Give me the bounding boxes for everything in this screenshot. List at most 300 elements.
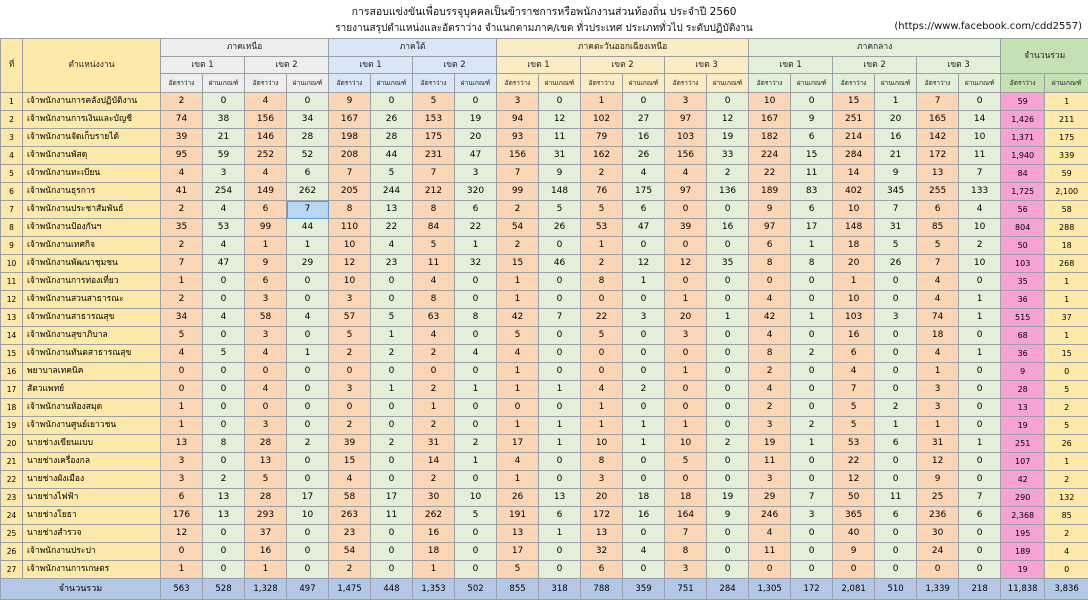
vacant-cell: 198 — [329, 129, 371, 147]
passed-cell: 6 — [875, 435, 917, 453]
vacant-cell: 0 — [917, 561, 959, 579]
vacant-cell: 12 — [833, 471, 875, 489]
vacant-cell: 11 — [413, 255, 455, 273]
passed-cell: 1 — [623, 417, 665, 435]
passed-cell: 0 — [371, 471, 413, 489]
passed-cell: 16 — [623, 129, 665, 147]
table-row — [1, 309, 1088, 327]
total-passed-cell: 288 — [1045, 219, 1088, 237]
passed-cell: 7 — [875, 201, 917, 219]
total-passed-cell: 15 — [1045, 345, 1088, 363]
passed-cell: 4 — [287, 309, 329, 327]
vacant-cell: 5 — [917, 237, 959, 255]
total-passed-cell: 132 — [1045, 489, 1088, 507]
row-position-name: เจ้าพนักงานประชาสัมพันธ์ — [23, 201, 161, 219]
passed-cell: 9 — [875, 165, 917, 183]
vacant-cell: 191 — [497, 507, 539, 525]
vacant-cell: 99 — [245, 219, 287, 237]
passed-cell: 26 — [623, 147, 665, 165]
passed-cell: 1 — [539, 417, 581, 435]
vacant-cell: 3 — [749, 471, 791, 489]
vacant-cell: 9 — [245, 255, 287, 273]
header-passed: ผ่านเกณฑ์ — [1045, 74, 1088, 93]
vacant-cell: 0 — [161, 381, 203, 399]
passed-cell: 1 — [539, 525, 581, 543]
vacant-cell: 11 — [749, 453, 791, 471]
passed-cell: 0 — [791, 291, 833, 309]
total-vacant-cell: 1,426 — [1001, 111, 1045, 129]
passed-cell: 2 — [371, 435, 413, 453]
header-passed: ผ่านเกณฑ์ — [287, 74, 329, 93]
table-row — [1, 561, 1088, 579]
passed-cell: 33 — [707, 147, 749, 165]
total-cell: 751 — [665, 579, 707, 600]
passed-cell: 175 — [623, 183, 665, 201]
passed-cell: 6 — [791, 129, 833, 147]
vacant-cell: 7 — [497, 165, 539, 183]
passed-cell: 18 — [623, 489, 665, 507]
passed-cell: 1 — [959, 435, 1001, 453]
vacant-cell: 9 — [833, 543, 875, 561]
row-position-name: เจ้าพนักงานทะเบียน — [23, 165, 161, 183]
total-cell: 563 — [161, 579, 203, 600]
row-position-name: นายช่างไฟฟ้า — [23, 489, 161, 507]
vacant-cell: 7 — [917, 93, 959, 111]
vacant-cell: 3 — [497, 93, 539, 111]
vacant-cell: 102 — [581, 111, 623, 129]
vacant-cell: 172 — [581, 507, 623, 525]
passed-cell: 0 — [539, 237, 581, 255]
passed-cell: 44 — [371, 147, 413, 165]
header-passed: ผ่านเกณฑ์ — [959, 74, 1001, 93]
table-row — [1, 291, 1088, 309]
vacant-cell: 10 — [833, 291, 875, 309]
total-cell: 318 — [539, 579, 581, 600]
row-position-name: เจ้าพนักงานพัสดุ — [23, 147, 161, 165]
passed-cell: 0 — [203, 525, 245, 543]
passed-cell: 0 — [455, 543, 497, 561]
row-position-name: เจ้าพนักงานประปา — [23, 543, 161, 561]
passed-cell: 254 — [203, 183, 245, 201]
passed-cell: 47 — [623, 219, 665, 237]
vacant-cell: 1 — [497, 363, 539, 381]
passed-cell: 0 — [539, 273, 581, 291]
passed-cell: 0 — [539, 291, 581, 309]
row-index: 3 — [1, 129, 23, 147]
vacant-cell: 17 — [497, 543, 539, 561]
passed-cell: 17 — [287, 489, 329, 507]
total-cell: 502 — [455, 579, 497, 600]
passed-cell: 0 — [203, 399, 245, 417]
vacant-cell: 205 — [329, 183, 371, 201]
vacant-cell: 3 — [329, 381, 371, 399]
row-position-name: เจ้าพนักงานป้องกันฯ — [23, 219, 161, 237]
vacant-cell: 79 — [581, 129, 623, 147]
passed-cell: 0 — [707, 291, 749, 309]
passed-cell: 0 — [707, 345, 749, 363]
vacant-cell: 16 — [833, 327, 875, 345]
vacant-cell: 13 — [581, 525, 623, 543]
table-row — [1, 525, 1088, 543]
passed-cell: 262 — [287, 183, 329, 201]
header-vacant: อัตราว่าง — [665, 74, 707, 93]
grand-total-passed: 3,836 — [1045, 579, 1088, 600]
total-cell: 448 — [371, 579, 413, 600]
vacant-cell: 162 — [581, 147, 623, 165]
row-position-name: เจ้าพนักงานสุขาภิบาล — [23, 327, 161, 345]
vacant-cell: 1 — [161, 273, 203, 291]
passed-cell: 345 — [875, 183, 917, 201]
passed-cell: 28 — [371, 129, 413, 147]
passed-cell: 3 — [623, 309, 665, 327]
vacant-cell: 20 — [581, 489, 623, 507]
vacant-cell: 1 — [917, 417, 959, 435]
row-position-name: เจ้าพนักงานธุรการ — [23, 183, 161, 201]
vacant-cell: 103 — [833, 309, 875, 327]
vacant-cell: 26 — [497, 489, 539, 507]
vacant-cell: 28 — [245, 435, 287, 453]
vacant-cell: 16 — [413, 525, 455, 543]
total-cell: 497 — [287, 579, 329, 600]
vacant-cell: 18 — [833, 237, 875, 255]
header-vacant: อัตราว่าง — [749, 74, 791, 93]
table-row — [1, 273, 1088, 291]
vacant-cell: 97 — [665, 183, 707, 201]
passed-cell: 5 — [875, 237, 917, 255]
passed-cell: 0 — [959, 471, 1001, 489]
vacant-cell: 18 — [917, 327, 959, 345]
total-passed-cell: 1 — [1045, 327, 1088, 345]
vacant-cell: 4 — [245, 165, 287, 183]
vacant-cell: 99 — [497, 183, 539, 201]
table-row — [1, 327, 1088, 345]
vacant-cell: 0 — [161, 543, 203, 561]
vacant-cell: 93 — [497, 129, 539, 147]
passed-cell: 0 — [707, 237, 749, 255]
total-vacant-cell: 42 — [1001, 471, 1045, 489]
passed-cell: 7 — [791, 489, 833, 507]
vacant-cell: 84 — [413, 219, 455, 237]
passed-cell: 0 — [287, 471, 329, 489]
vacant-cell: 208 — [329, 147, 371, 165]
total-passed-cell: 175 — [1045, 129, 1088, 147]
passed-cell: 0 — [287, 453, 329, 471]
passed-cell: 34 — [287, 111, 329, 129]
total-cell: 855 — [497, 579, 539, 600]
vacant-cell: 20 — [833, 255, 875, 273]
total-cell: 510 — [875, 579, 917, 600]
vacant-cell: 24 — [917, 543, 959, 561]
vacant-cell: 4 — [245, 381, 287, 399]
header-vacant: อัตราว่าง — [497, 74, 539, 93]
vacant-cell: 35 — [161, 219, 203, 237]
vacant-cell: 2 — [329, 345, 371, 363]
passed-cell: 5 — [203, 345, 245, 363]
vacant-cell: 0 — [665, 273, 707, 291]
passed-cell: 11 — [959, 147, 1001, 165]
passed-cell: 1 — [959, 345, 1001, 363]
row-position-name: เจ้าพนักงานการท่องเที่ยว — [23, 273, 161, 291]
passed-cell: 0 — [707, 399, 749, 417]
vacant-cell: 17 — [497, 435, 539, 453]
passed-cell: 0 — [371, 291, 413, 309]
passed-cell: 0 — [875, 327, 917, 345]
total-passed-cell: 339 — [1045, 147, 1088, 165]
passed-cell: 0 — [875, 363, 917, 381]
vacant-cell: 167 — [749, 111, 791, 129]
passed-cell: 6 — [287, 165, 329, 183]
passed-cell: 9 — [707, 507, 749, 525]
header-zone: เขต 2 — [413, 57, 497, 74]
vacant-cell: 3 — [245, 417, 287, 435]
row-index: 22 — [1, 471, 23, 489]
vacant-cell: 22 — [749, 165, 791, 183]
passed-cell: 1 — [287, 237, 329, 255]
passed-cell: 0 — [959, 381, 1001, 399]
passed-cell: 0 — [539, 399, 581, 417]
passed-cell: 1 — [455, 237, 497, 255]
total-passed-cell: 2 — [1045, 471, 1088, 489]
row-index: 11 — [1, 273, 23, 291]
passed-cell: 0 — [875, 471, 917, 489]
vacant-cell: 39 — [665, 219, 707, 237]
passed-cell: 6 — [959, 507, 1001, 525]
header-zone: เขต 3 — [917, 57, 1001, 74]
vacant-cell: 164 — [665, 507, 707, 525]
total-label: จำนวนรวม — [1, 579, 161, 600]
table-row — [1, 237, 1088, 255]
vacant-cell: 63 — [413, 309, 455, 327]
header-zone: เขต 2 — [833, 57, 917, 74]
total-vacant-cell: 1,371 — [1001, 129, 1045, 147]
vacant-cell: 172 — [917, 147, 959, 165]
passed-cell: 0 — [875, 273, 917, 291]
vacant-cell: 3 — [665, 327, 707, 345]
row-index: 13 — [1, 309, 23, 327]
passed-cell: 0 — [539, 561, 581, 579]
vacant-cell: 10 — [665, 435, 707, 453]
row-position-name: เจ้าพนักงานสาธารณสุข — [23, 309, 161, 327]
passed-cell: 17 — [791, 219, 833, 237]
table-row — [1, 219, 1088, 237]
vacant-cell: 148 — [833, 219, 875, 237]
passed-cell: 0 — [791, 471, 833, 489]
vacant-cell: 7 — [665, 525, 707, 543]
passed-cell: 0 — [539, 543, 581, 561]
vacant-cell: 7 — [329, 165, 371, 183]
table-row — [1, 165, 1088, 183]
passed-cell: 0 — [707, 453, 749, 471]
vacant-cell: 5 — [245, 471, 287, 489]
passed-cell: 0 — [539, 345, 581, 363]
passed-cell: 13 — [203, 507, 245, 525]
vacant-cell: 31 — [917, 435, 959, 453]
passed-cell[interactable]: 7 — [287, 201, 329, 219]
header-vacant: อัตราว่าง — [161, 74, 203, 93]
passed-cell: 2 — [287, 435, 329, 453]
header-vacant: อัตราว่าง — [833, 74, 875, 93]
passed-cell: 0 — [623, 363, 665, 381]
passed-cell: 15 — [791, 147, 833, 165]
passed-cell: 0 — [203, 363, 245, 381]
passed-cell: 0 — [287, 93, 329, 111]
vacant-cell: 4 — [413, 327, 455, 345]
source-url[interactable]: (https://www.facebook.com/cdd2557) — [894, 21, 1082, 32]
vacant-cell: 3 — [665, 561, 707, 579]
passed-cell: 3 — [875, 309, 917, 327]
passed-cell: 20 — [455, 129, 497, 147]
passed-cell: 0 — [707, 417, 749, 435]
vacant-cell: 4 — [245, 345, 287, 363]
row-index: 20 — [1, 435, 23, 453]
table-row — [1, 471, 1088, 489]
vacant-cell: 4 — [917, 345, 959, 363]
passed-cell: 22 — [455, 219, 497, 237]
vacant-cell: 4 — [917, 273, 959, 291]
vacant-cell: 2 — [161, 201, 203, 219]
total-passed-cell: 5 — [1045, 381, 1088, 399]
passed-cell: 0 — [707, 471, 749, 489]
passed-cell: 0 — [623, 345, 665, 363]
passed-cell: 17 — [371, 489, 413, 507]
passed-cell: 20 — [875, 111, 917, 129]
passed-cell: 59 — [203, 147, 245, 165]
table-row — [1, 129, 1088, 147]
header-zone: เขต 3 — [665, 57, 749, 74]
vacant-cell: 39 — [161, 129, 203, 147]
passed-cell: 0 — [287, 273, 329, 291]
vacant-cell: 42 — [497, 309, 539, 327]
passed-cell: 4 — [623, 165, 665, 183]
header-zone: เขต 1 — [329, 57, 413, 74]
header-zone: เขต 2 — [581, 57, 665, 74]
vacant-cell: 2 — [161, 237, 203, 255]
header-zone: เขต 1 — [497, 57, 581, 74]
header-passed: ผ่านเกณฑ์ — [539, 74, 581, 93]
vacant-cell: 3 — [245, 291, 287, 309]
vacant-cell: 5 — [329, 327, 371, 345]
vacant-cell: 74 — [161, 111, 203, 129]
vacant-cell: 1 — [497, 381, 539, 399]
passed-cell: 21 — [875, 147, 917, 165]
passed-cell: 0 — [287, 543, 329, 561]
passed-cell: 19 — [707, 129, 749, 147]
header-zone: เขต 1 — [749, 57, 833, 74]
row-index: 21 — [1, 453, 23, 471]
passed-cell: 29 — [287, 255, 329, 273]
vacant-cell: 23 — [329, 525, 371, 543]
total-passed-cell: 1 — [1045, 93, 1088, 111]
table-row — [1, 255, 1088, 273]
passed-cell: 1 — [791, 237, 833, 255]
vacant-cell: 6 — [161, 489, 203, 507]
header-passed: ผ่านเกณฑ์ — [203, 74, 245, 93]
header-passed: ผ่านเกณฑ์ — [791, 74, 833, 93]
passed-cell: 320 — [455, 183, 497, 201]
vacant-cell: 5 — [833, 399, 875, 417]
vacant-cell: 7 — [833, 381, 875, 399]
passed-cell: 16 — [623, 507, 665, 525]
passed-cell: 0 — [707, 363, 749, 381]
row-index: 26 — [1, 543, 23, 561]
passed-cell: 0 — [875, 381, 917, 399]
passed-cell: 0 — [707, 561, 749, 579]
vacant-cell: 8 — [413, 201, 455, 219]
vacant-cell: 5 — [413, 237, 455, 255]
vacant-cell: 7 — [413, 165, 455, 183]
row-index: 7 — [1, 201, 23, 219]
vacant-cell: 1 — [161, 399, 203, 417]
passed-cell: 0 — [203, 273, 245, 291]
passed-cell: 0 — [959, 525, 1001, 543]
passed-cell: 0 — [287, 525, 329, 543]
vacant-cell: 214 — [833, 129, 875, 147]
passed-cell: 31 — [875, 219, 917, 237]
header-vacant: อัตราว่าง — [329, 74, 371, 93]
vacant-cell: 2 — [413, 381, 455, 399]
passed-cell: 1 — [875, 417, 917, 435]
passed-cell: 19 — [455, 111, 497, 129]
vacant-cell: 156 — [497, 147, 539, 165]
passed-cell: 4 — [959, 201, 1001, 219]
vacant-cell: 42 — [749, 309, 791, 327]
passed-cell: 4 — [203, 201, 245, 219]
total-passed-cell: 0 — [1045, 561, 1088, 579]
vacant-cell: 7 — [161, 255, 203, 273]
total-passed-cell: 37 — [1045, 309, 1088, 327]
passed-cell: 7 — [959, 165, 1001, 183]
passed-cell: 0 — [707, 273, 749, 291]
passed-cell: 53 — [203, 219, 245, 237]
passed-cell: 0 — [539, 363, 581, 381]
passed-cell: 26 — [539, 219, 581, 237]
total-vacant-cell: 19 — [1001, 561, 1045, 579]
vacant-cell: 3 — [749, 417, 791, 435]
passed-cell: 6 — [455, 201, 497, 219]
passed-cell: 0 — [455, 363, 497, 381]
passed-cell: 11 — [875, 489, 917, 507]
row-position-name: เจ้าพนักงานศูนย์เยาวชน — [23, 417, 161, 435]
vacant-cell: 1 — [497, 417, 539, 435]
passed-cell: 0 — [371, 561, 413, 579]
passed-cell: 8 — [455, 309, 497, 327]
passed-cell: 2 — [959, 237, 1001, 255]
total-passed-cell: 0 — [1045, 363, 1088, 381]
passed-cell: 1 — [959, 291, 1001, 309]
total-vacant-cell: 1,725 — [1001, 183, 1045, 201]
vacant-cell: 8 — [581, 273, 623, 291]
passed-cell: 0 — [875, 543, 917, 561]
total-vacant-cell: 189 — [1001, 543, 1045, 561]
vacant-cell: 231 — [413, 147, 455, 165]
passed-cell: 0 — [623, 525, 665, 543]
total-passed-cell: 268 — [1045, 255, 1088, 273]
vacant-cell: 14 — [413, 453, 455, 471]
total-vacant-cell: 36 — [1001, 291, 1045, 309]
passed-cell: 0 — [875, 561, 917, 579]
passed-cell: 10 — [287, 507, 329, 525]
total-passed-cell: 1 — [1045, 273, 1088, 291]
passed-cell: 0 — [707, 543, 749, 561]
passed-cell: 0 — [539, 471, 581, 489]
header-zone: เขต 1 — [161, 57, 245, 74]
vacant-cell: 0 — [581, 291, 623, 309]
passed-cell: 35 — [707, 255, 749, 273]
header-region-north: ภาคเหนือ — [161, 39, 329, 57]
row-position-name: เจ้าพนักงานพัฒนาชุมชน — [23, 255, 161, 273]
row-index: 4 — [1, 147, 23, 165]
vacant-cell: 262 — [413, 507, 455, 525]
